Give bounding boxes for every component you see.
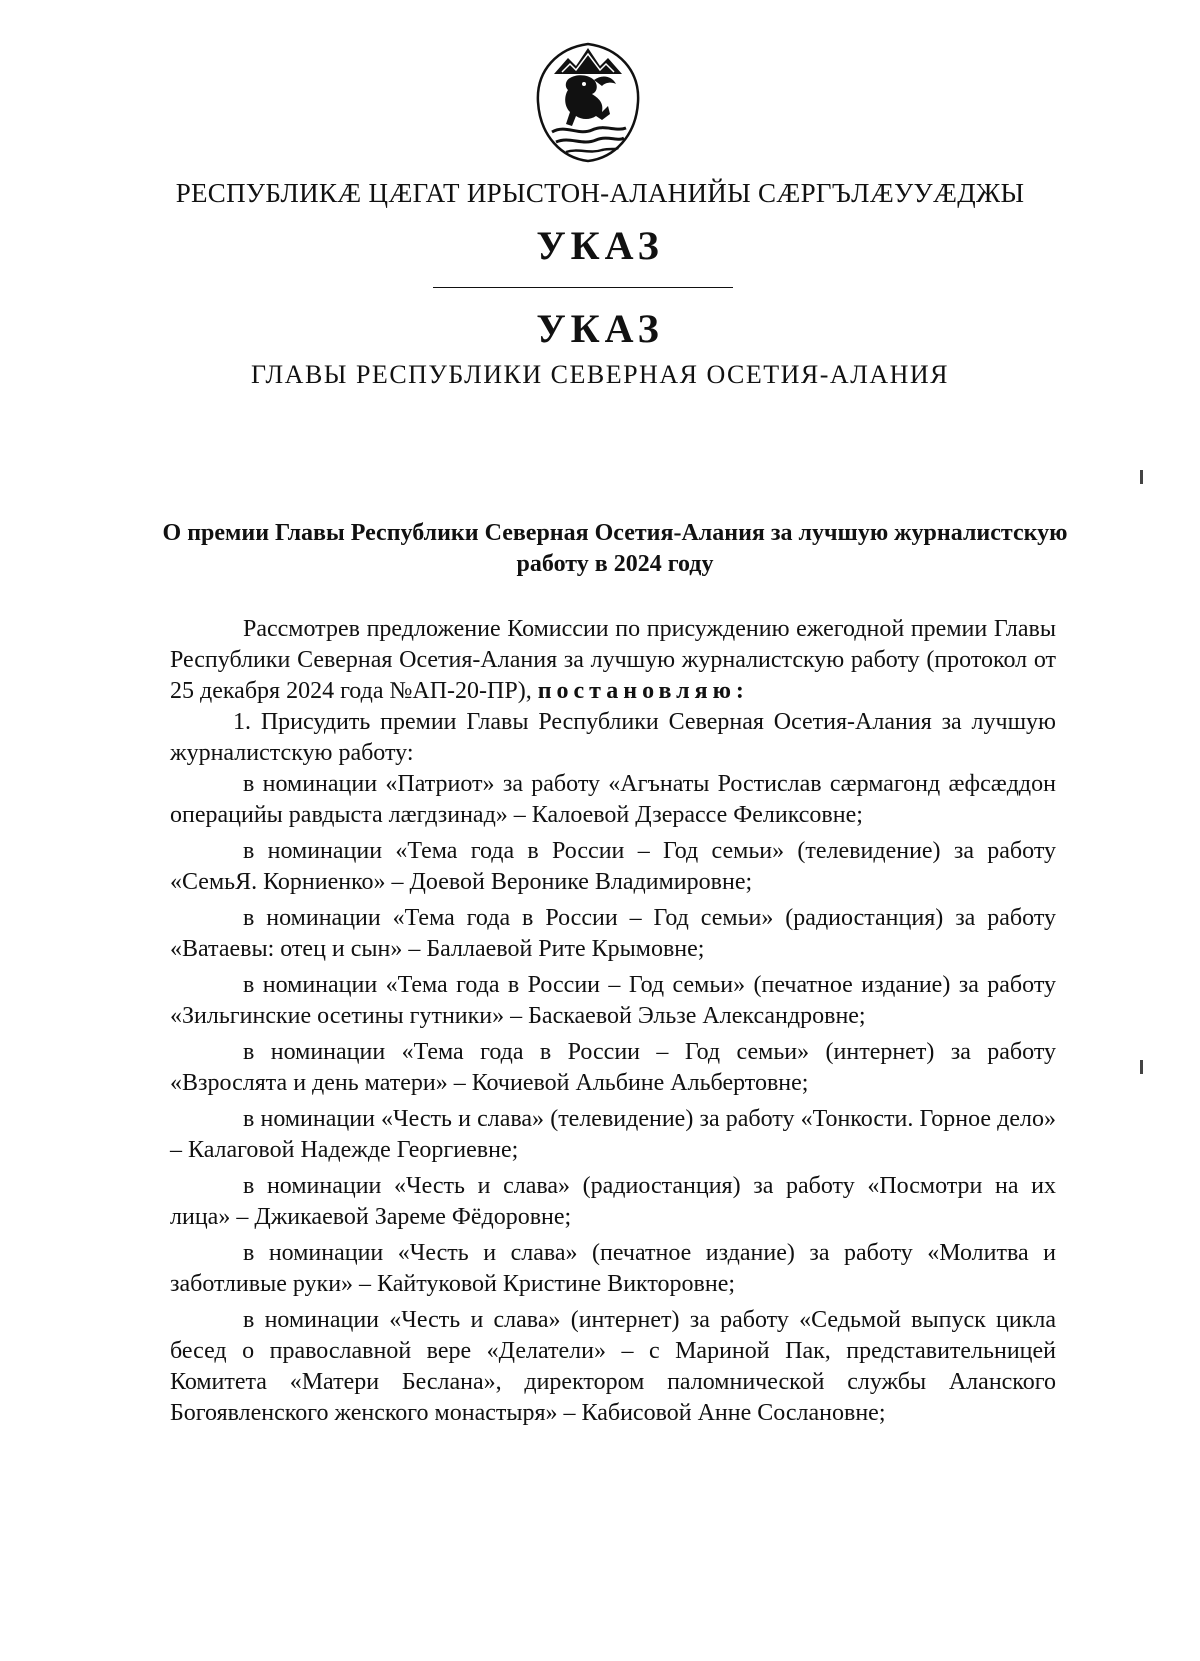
header-divider <box>433 287 733 288</box>
award-item: в номинации «Патриот» за работу «Агънаты Ростислав сæрмагонд æфсæддон операцийы равдыста лæгдзинад» – Калоевой Дзерассе Феликсовне; <box>170 771 1056 828</box>
award-item: в номинации «Тема года в России – Год семьи» (телевидение) за работу «СемьЯ. Корниенко» – Доевой Веронике Владимировне; <box>170 838 1056 895</box>
point-1: 1. Присудить премии Главы Республики Северная Осетия-Алания за лучшую журналистскую работу: <box>170 709 1056 766</box>
document-body <box>170 614 1056 1434</box>
coat-of-arms-emblem <box>532 40 644 164</box>
award-item: в номинации «Тема года в России – Год семьи» (печатное издание) за работу «Зильгинские осетины гутники» – Баскаевой Эльзе Александровне; <box>170 972 1056 1029</box>
preamble-paragraph <box>170 614 1056 707</box>
award-item: в номинации «Честь и слава» (радиостанция) за работу «Посмотри на их лица» – Джикаевой Зареме Фёдоровне; <box>170 1173 1056 1230</box>
preamble-text: Рассмотрев предложение Комиссии по присуждению ежегодной премии Главы Республики Северная Осетия-Алания за лучшую журналистскую работу (протокол от 25 декабря 2024 года №АП-20-ПР), <box>170 616 1056 704</box>
header-ossetian-title: РЕСПУБЛИКÆ ЦÆГАТ ИРЫСТОН-АЛАНИЙЫ СÆРГЪЛÆУУÆДЖЫ <box>175 178 1025 208</box>
award-item: в номинации «Тема года в России – Год семьи» (радиостанция) за работу «Ватаевы: отец и сын» – Баллаевой Рите Крымовне; <box>170 905 1056 962</box>
scan-margin-mark <box>1140 470 1143 484</box>
document-title: О премии Главы Республики Северная Осетия-Алания за лучшую журналистскую работу в 2024 году <box>162 520 1068 577</box>
scan-margin-mark <box>1140 1060 1143 1074</box>
award-item: в номинации «Честь и слава» (печатное издание) за работу «Молитва и заботливые руки» – Кайтуковой Кристине Викторовне; <box>170 1240 1056 1297</box>
award-item: в номинации «Честь и слава» (интернет) за работу «Седьмой выпуск цикла бесед о православной вере «Делатели» – с Мариной Пак, представительницей Комитета «Матери Беслана», директором паломнической службы Аланского Богоявленского женского монастыря» – Кабисовой Анне Сослановне; <box>170 1307 1056 1426</box>
award-item: в номинации «Тема года в России – Год семьи» (интернет) за работу «Взрослята и день матери» – Кочиевой Альбине Альбертовне; <box>170 1039 1056 1096</box>
award-item: в номинации «Честь и слава» (телевидение) за работу «Тонкости. Горное дело» – Калаговой Надежде Георгиевне; <box>170 1106 1056 1163</box>
ukaz-heading-russian: УКАЗ <box>536 306 664 351</box>
decree-word: постановляю: <box>537 678 749 704</box>
header-russian-title: ГЛАВЫ РЕСПУБЛИКИ СЕВЕРНАЯ ОСЕТИЯ-АЛАНИЯ <box>250 360 950 389</box>
ukaz-heading-ossetian: УКАЗ <box>536 223 664 268</box>
